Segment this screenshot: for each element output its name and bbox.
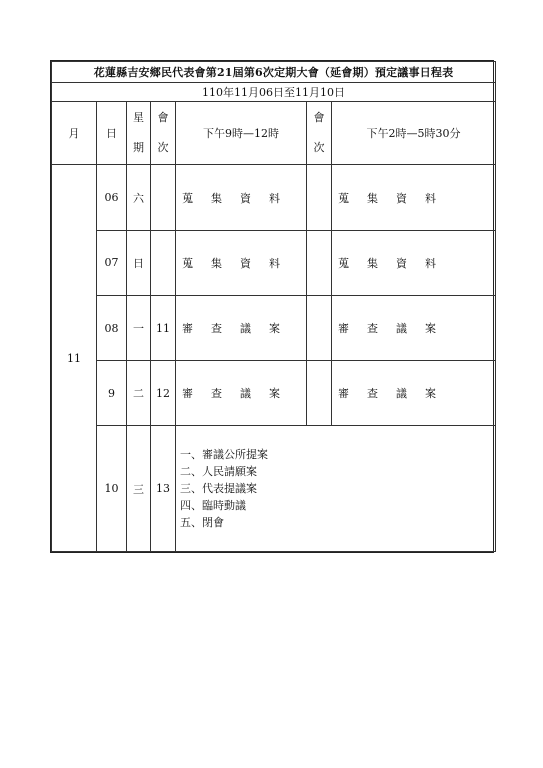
header-weekday bbox=[127, 102, 151, 165]
agenda-item: 四、臨時動議 bbox=[180, 499, 246, 513]
day-cell: 06 bbox=[97, 165, 127, 230]
morning-cell: 審查議案 bbox=[176, 295, 307, 360]
agenda-item: 一、審議公所提案 bbox=[180, 448, 268, 462]
morning-cell: 蒐集資料 bbox=[176, 165, 307, 230]
session-am-cell bbox=[151, 165, 176, 230]
afternoon-cell: 審查議案 bbox=[332, 361, 496, 426]
document-title: 花蓮縣吉安鄉民代表會第21屆第6次定期大會（延會期）預定議事日程表 bbox=[52, 62, 496, 83]
header-weekday-line2: 期 bbox=[133, 141, 144, 155]
session-pm-cell bbox=[307, 230, 332, 295]
header-session-pm-line1: 會 bbox=[313, 111, 325, 125]
weekday-cell: 三 bbox=[127, 426, 151, 552]
table-row bbox=[52, 165, 496, 230]
schedule-sheet bbox=[50, 60, 494, 553]
day-cell: 9 bbox=[97, 361, 127, 426]
weekday-cell: 一 bbox=[127, 295, 151, 360]
afternoon-cell: 審查議案 bbox=[332, 295, 496, 360]
header-row bbox=[52, 102, 496, 165]
day-cell: 07 bbox=[97, 230, 127, 295]
title-row bbox=[52, 62, 496, 83]
month-cell: 11 bbox=[52, 165, 97, 552]
session-am-cell: 12 bbox=[151, 361, 176, 426]
session-pm-cell bbox=[307, 295, 332, 360]
table-row bbox=[52, 230, 496, 295]
agenda-item: 五、閉會 bbox=[180, 516, 224, 530]
header-session-pm-line2: 次 bbox=[313, 141, 325, 155]
agenda-item: 二、人民請願案 bbox=[180, 465, 257, 479]
table-row bbox=[52, 361, 496, 426]
session-pm-cell bbox=[307, 361, 332, 426]
session-am-cell: 11 bbox=[151, 295, 176, 360]
header-session-am bbox=[151, 102, 176, 165]
agenda-item: 三、代表提議案 bbox=[180, 482, 257, 496]
agenda-cell bbox=[176, 426, 496, 552]
header-session-am-line1: 會 bbox=[157, 111, 169, 125]
morning-cell: 蒐集資料 bbox=[176, 230, 307, 295]
weekday-cell: 六 bbox=[127, 165, 151, 230]
header-session-pm bbox=[307, 102, 332, 165]
date-row bbox=[52, 83, 496, 102]
day-cell: 10 bbox=[97, 426, 127, 552]
header-day: 日 bbox=[97, 102, 127, 165]
morning-cell: 審查議案 bbox=[176, 361, 307, 426]
header-month: 月 bbox=[52, 102, 97, 165]
date-range: 110年11月06日至11月10日 bbox=[52, 83, 496, 102]
session-pm-cell bbox=[307, 165, 332, 230]
weekday-cell: 日 bbox=[127, 230, 151, 295]
afternoon-cell: 蒐集資料 bbox=[332, 165, 496, 230]
header-session-am-line2: 次 bbox=[157, 141, 169, 155]
session-am-cell bbox=[151, 230, 176, 295]
schedule-table bbox=[51, 61, 496, 552]
table-row bbox=[52, 295, 496, 360]
session-am-cell: 13 bbox=[151, 426, 176, 552]
header-morning: 下午9時—12時 bbox=[176, 102, 307, 165]
header-weekday-line1: 星 bbox=[133, 111, 144, 125]
table-row bbox=[52, 426, 496, 552]
day-cell: 08 bbox=[97, 295, 127, 360]
header-afternoon: 下午2時—5時30分 bbox=[332, 102, 496, 165]
weekday-cell: 二 bbox=[127, 361, 151, 426]
afternoon-cell: 蒐集資料 bbox=[332, 230, 496, 295]
